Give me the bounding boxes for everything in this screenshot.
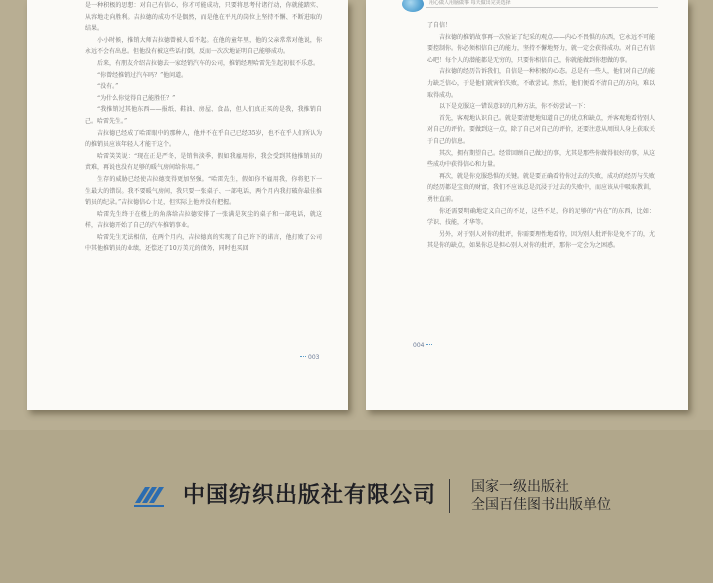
paragraph: 再次，就是你克服恐惧的关键。就是要正确看待你过去的失败，成功的经历与失败的经历都是宝贵的财富，我们不应该总是沉浸于过去的失败中，而应该从中吸取教训，勇往直前。	[427, 172, 656, 203]
running-header	[366, 0, 688, 10]
paragraph: 另外，对于别人对你的批评，你需要理性地看待，因为别人批评你是免不了的，尤其是你的缺点，如果你总是担心别人对你的批评，那你一定会为之困惑。	[427, 230, 656, 250]
paragraph: 吉拉德的推销故事再一次验证了纪采的观点——内心不畏惧的东西，它永远不可能要控制你。你必须相信自己的能力，坚持不懈地努力，就一定会获得成功。对自己有信心吧！每个人的潜能都是无穷的，只要你相信自己，你就能做到你想做的事。	[427, 33, 656, 64]
footer-divider	[449, 479, 450, 513]
paragraph: 哈雷先生终于在楼上的角落给吉拉德安排了一张满是灰尘的桌子和一部电话，就这样，吉拉德开始了自己的汽车推销事业。	[85, 210, 322, 230]
paragraph: “我推销过其他东西——报纸、鞋油、房屋、食品，但人们真正买的是我，我推销自己。哈雷先生。”	[85, 106, 322, 125]
page-number-dots-icon	[426, 344, 432, 348]
publisher-tagline-1: 国家一级出版社	[471, 479, 569, 495]
paragraph: 了自信！	[427, 22, 452, 29]
paragraph: 吉拉德的经历告诉我们，自信是一种积极的心态。总是有一些人，他们对自己的能力缺乏信心，于是他们就害怕失败，不敢尝试。然后，他们便看不清自己的方向，难以取得成功。	[427, 68, 656, 99]
page-number-right	[413, 342, 434, 349]
paragraph: 其次，拥有期望自己。经常回顾自己做过的事，尤其是那些你做得很好的事，从这些成功中获得信心和力量。	[427, 149, 656, 169]
publisher-name: 中国纺织出版社有限公司	[183, 482, 437, 508]
paragraph: 哈雷先生无法相信，在两个月内，吉拉德真的实现了自己许下的诺言，他打败了公司中其他推销员的业绩，还偿还了10万美元的债务，同时也买回	[85, 233, 322, 253]
paragraph: “为什么你觉得自己能胜任？”	[97, 94, 176, 102]
paragraph: “没有。”	[97, 83, 119, 91]
paragraph: 你还需要明确地定义自己的不足，这些不足，你的足够的“内在”的东西，比如：学识、技能，才华等。	[427, 207, 655, 227]
paragraph: 小小时候，推销大师吉拉德曾被人看不起。在他的童年里，他的父亲常常对他说，你永远不会有出息。但他没有被这些话打倒，反而一次次地证明自己能够成功。	[85, 36, 322, 56]
right-page	[366, 0, 688, 410]
header-rule	[426, 7, 658, 8]
publisher-logo-icon	[133, 481, 165, 509]
left-page	[27, 0, 348, 410]
paragraph: 生存的威胁已经使吉拉德变得更加坚强。“哈雷先生，假如你不雇用我，你将犯下一生最大的错误。我不要暖气房间，我只要一张桌子、一部电话，两个月内我打破你最佳推销员的纪录。”吉拉德信心十足，但实际上他并没有把握。	[85, 175, 322, 207]
running-header-text: 用心做人用脑做事 每天做出完美选择	[429, 0, 511, 6]
right-page-body	[427, 20, 655, 252]
paragraph: “你曾经推销过汽车吗？”他问道。	[97, 71, 188, 79]
page-number-left-text: 003	[308, 354, 320, 361]
page-number-dots-icon	[300, 356, 306, 360]
paragraph: 哈雷笑笑说：“现在正是严冬，是销售淡季，假如我雇用你，我会受到其他推销员的责难，再说也没有足够的暖气房间给你用。”	[85, 152, 322, 172]
paragraph: 是一种积极的思想：对自己有信心，你才可能成功，只要将思考付诸行动，你就能踏实、从容地走向胜利。吉拉德的成功不是偶然，而是他在平凡的岗位上坚持不懈、不断进取的结果。	[85, 2, 322, 33]
header-decoration-icon	[402, 0, 424, 12]
paragraph: 以下是克服这一错误意识的几种方法，你不妨尝试一下：	[439, 103, 590, 111]
page-number-left	[298, 354, 319, 361]
left-page-body	[85, 0, 322, 255]
publisher-tagline-2: 全国百佳图书出版单位	[471, 497, 611, 513]
paragraph: 吉拉德已经成了哈雷眼中的那种人，他并不在乎自己已经35岁，也不在乎人们所认为的推销员应该年轻人才能干这个。	[85, 129, 322, 149]
page-number-right-text: 004	[413, 342, 425, 349]
paragraph: 首先，客观地认识自己。就是要清楚地知道自己的优点和缺点，并客观地看待别人对自己的评价。要做到这一点，除了自己对自己的评价，还要注意从周围人身上获取关于自己的信息。	[427, 114, 656, 145]
paragraph: 后来，有朋友介绍吉拉德去一家经销汽车的公司，推销经理哈雷先生起初很不乐意。	[97, 59, 320, 67]
